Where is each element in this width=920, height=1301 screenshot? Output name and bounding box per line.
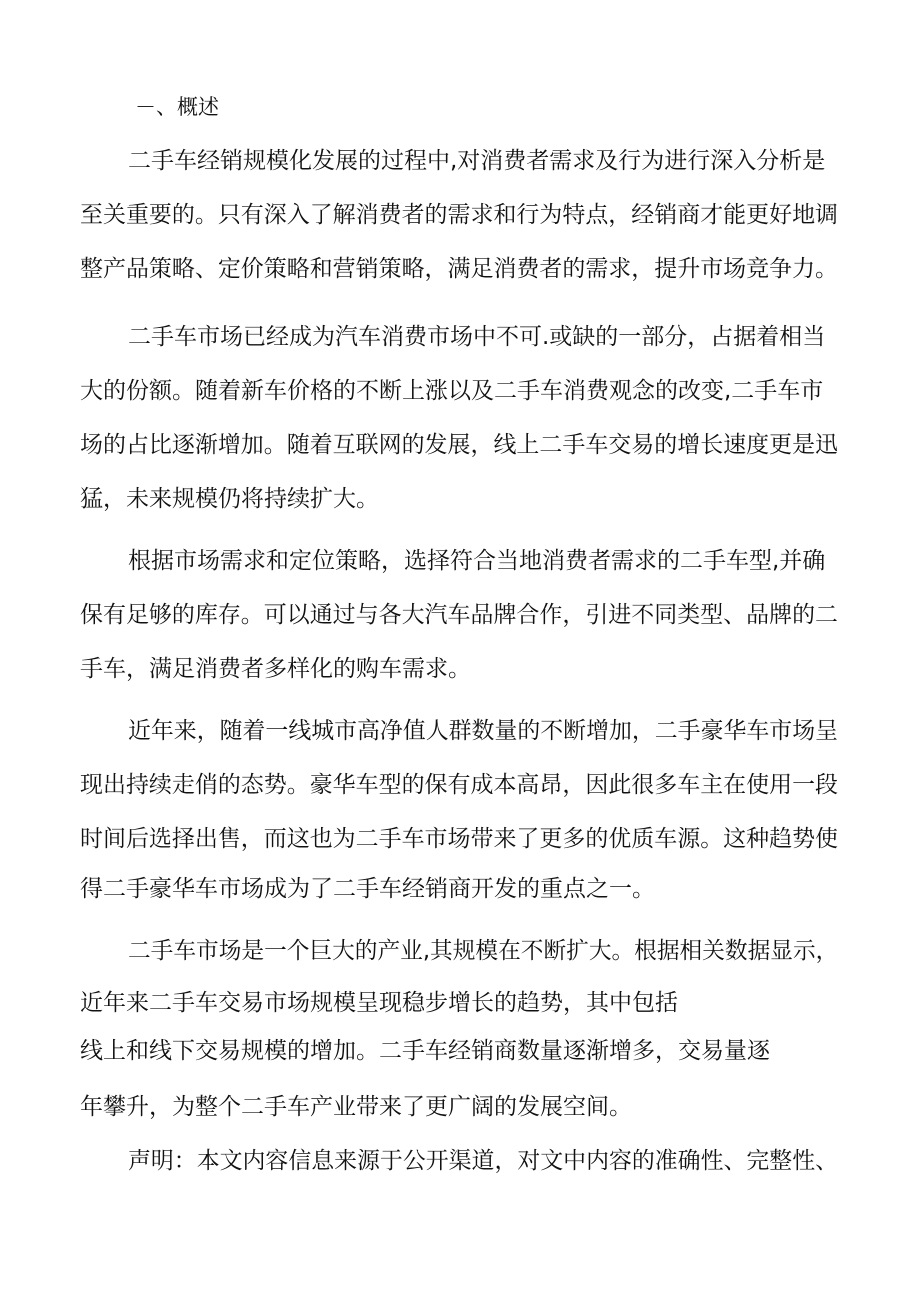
- paragraph-5-line-2: 近年来二手车交易市场规模呈现稳步增长的趋势，其中包括: [80, 990, 678, 1016]
- paragraph-1-line-3: 整产品策略、定价策略和营销策略，满足消费者的需求，提升市场竞争力。: [80, 256, 839, 282]
- paragraph-5-line-3: 线上和线下交易规模的增加。二手车经销商数量逐渐增多，交易量逐: [80, 1038, 770, 1064]
- paragraph-4-line-4: 得二手豪华车市场成为了二手车经销商开发的重点之一。: [80, 876, 655, 902]
- paragraph-3-line-2: 保有足够的库存。可以通过与各大汽车品牌合作，引进不同类型、品牌的二: [80, 602, 839, 628]
- paragraph-2-line-4: 猛，未来规模仍将持续扩大。: [80, 486, 379, 512]
- section-heading: －、概述: [135, 95, 219, 119]
- paragraph-3-line-1: 根据市场需求和定位策略，选择符合当地消费者需求的二手车型,并确: [128, 548, 826, 574]
- paragraph-1-line-2: 至关重要的。只有深入了解消费者的需求和行为特点，经销商才能更好地调: [80, 202, 839, 228]
- paragraph-5-line-4: 年攀升，为整个二手车产业带来了更广阔的发展空间。: [80, 1094, 632, 1120]
- paragraph-2-line-3: 场的占比逐渐增加。随着互联网的发展，线上二手车交易的增长速度更是迅: [80, 432, 839, 458]
- paragraph-3-line-3: 手车，满足消费者多样化的购车需求。: [80, 656, 471, 682]
- paragraph-2-line-2: 大的份额。随着新车价格的不断上涨以及二手车消费观念的改变,二手车市: [80, 378, 824, 404]
- paragraph-4-line-2: 现出持续走俏的态势。豪华车型的保有成本高昂，因此很多车主在使用一段: [80, 772, 839, 798]
- disclaimer-line-1: 声明：本文内容信息来源于公开渠道，对文中内容的准确性、完整性、: [128, 1148, 839, 1174]
- paragraph-2-line-1: 二手车市场已经成为汽车消费市场中不可.或缺的一部分，占据着相当: [128, 324, 826, 350]
- paragraph-5-line-1: 二手车市场是一个巨大的产业,其规模在不断扩大。根据相关数据显示，: [128, 938, 839, 964]
- paragraph-1-line-1: 二手车经销规模化发展的过程中,对消费者需求及行为进行深入分析是: [128, 148, 826, 174]
- paragraph-4-line-3: 时间后选择出售，而这也为二手车市场带来了更多的优质车源。这种趋势使: [80, 826, 839, 852]
- paragraph-4-line-1: 近年来，随着一线城市高净值人群数量的不断增加，二手豪华车市场呈: [128, 718, 839, 744]
